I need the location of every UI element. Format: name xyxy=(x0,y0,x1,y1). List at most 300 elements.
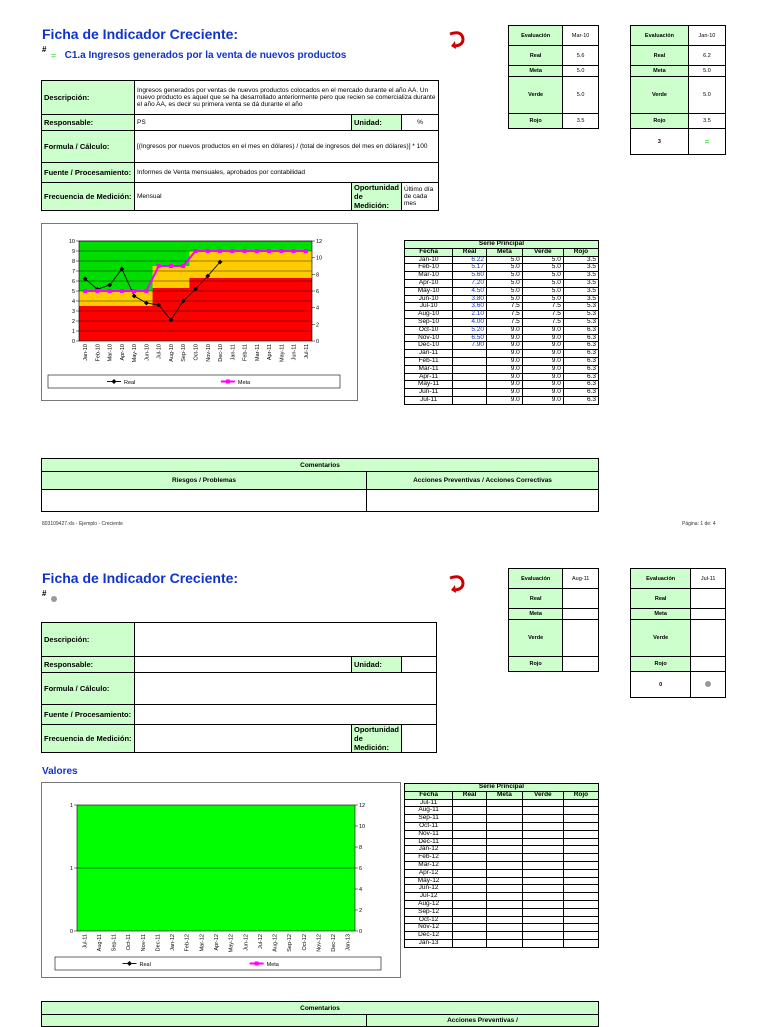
meta-label: Meta xyxy=(509,66,563,77)
serie-cell xyxy=(563,908,598,916)
serie-cell xyxy=(487,908,523,916)
page2-serie-table xyxy=(404,783,599,948)
page2-eval-table-left xyxy=(508,568,599,672)
serie-cell: 6.3 xyxy=(563,334,598,342)
serie-cell xyxy=(563,932,598,940)
serie-cell: 9.0 xyxy=(522,381,563,389)
serie-cell: Sep-12 xyxy=(405,908,453,916)
serie-col-verde: Verde xyxy=(522,791,563,799)
return-arrow-icon[interactable] xyxy=(446,28,468,50)
point-meta xyxy=(108,289,112,293)
serie-cell: 5.0 xyxy=(487,287,523,295)
serie-cell: 9.0 xyxy=(487,357,523,365)
y-tick-label-left: 4 xyxy=(71,299,75,305)
y-tick-label-left: 6 xyxy=(71,279,75,285)
page1-comentarios-table xyxy=(41,458,599,512)
serie-cell xyxy=(453,877,487,885)
serie-cell: Dec-11 xyxy=(405,838,453,846)
serie-cell: 9.0 xyxy=(522,373,563,381)
page1-chart xyxy=(42,224,357,400)
riesgos-header xyxy=(42,1015,367,1027)
serie-cell: 4.50 xyxy=(453,287,487,295)
serie-cell xyxy=(522,885,563,893)
y-tick-label-right: 8 xyxy=(359,845,363,851)
point-meta xyxy=(132,289,136,293)
serie-cell xyxy=(487,838,523,846)
serie-cell: 3.5 xyxy=(563,264,598,272)
verde-label: Verde xyxy=(631,620,691,657)
y-tick-label-right: 0 xyxy=(316,339,320,345)
unidad-label: Unidad: xyxy=(352,115,402,131)
serie-cell: May-10 xyxy=(405,287,453,295)
serie-cell: Feb-12 xyxy=(405,854,453,862)
y-tick-label-left: 5 xyxy=(71,289,75,295)
serie-cell: 6.3 xyxy=(563,381,598,389)
table-row xyxy=(405,287,599,295)
oportunidad-value: Último día de cada mes xyxy=(402,183,439,211)
serie-cell: 7.5 xyxy=(487,311,523,319)
serie-cell: Apr-11 xyxy=(405,373,453,381)
serie-cell xyxy=(563,861,598,869)
point-meta xyxy=(120,289,124,293)
serie-col-meta: Meta xyxy=(487,791,523,799)
serie-cell: Sep-10 xyxy=(405,318,453,326)
serie-cell: Feb-10 xyxy=(405,264,453,272)
eval-label: Evaluación xyxy=(509,26,563,46)
serie-title: Serie Principal xyxy=(405,784,599,792)
serie-cell: Nov-10 xyxy=(405,334,453,342)
descripcion-label: Descripción: xyxy=(42,623,135,657)
serie-cell xyxy=(453,830,487,838)
serie-cell xyxy=(453,357,487,365)
serie-cell: 6.3 xyxy=(563,373,598,381)
rojo-value: 3.5 xyxy=(563,114,599,129)
serie-cell: Oct-12 xyxy=(405,916,453,924)
serie-cell xyxy=(522,869,563,877)
serie-cell xyxy=(453,381,487,389)
rojo-value: 3.5 xyxy=(688,114,725,129)
table-row xyxy=(405,396,599,404)
x-tick-label: May-10 xyxy=(132,344,139,363)
serie-cell xyxy=(563,854,598,862)
serie-cell: Mar-10 xyxy=(405,272,453,280)
meta-value: 5.0 xyxy=(688,66,725,77)
verde-value xyxy=(563,620,599,657)
x-tick-label: May-11 xyxy=(279,344,286,362)
x-tick-label: Oct-10 xyxy=(193,344,200,361)
y-tick-label-right: 8 xyxy=(316,272,320,279)
x-tick-label: Mar-12 xyxy=(199,934,206,952)
serie-cell xyxy=(487,877,523,885)
serie-cell: Nov-11 xyxy=(405,830,453,838)
serie-col-meta: Meta xyxy=(487,248,523,256)
serie-cell: 3.5 xyxy=(563,295,598,303)
x-tick-label: Feb-10 xyxy=(95,344,102,362)
serie-cell xyxy=(453,893,487,901)
serie-cell xyxy=(522,893,563,901)
x-tick-label: Sep-10 xyxy=(181,344,188,362)
point-meta xyxy=(206,249,210,253)
y-tick-label-right: 10 xyxy=(316,255,323,262)
real-value: 5.6 xyxy=(563,46,599,66)
serie-cell xyxy=(522,908,563,916)
serie-cell: 7.5 xyxy=(487,318,523,326)
serie-cell: 7.5 xyxy=(522,318,563,326)
real-value: 6.2 xyxy=(688,46,725,66)
acciones-header: Acciones Preventivas / Acciones Correctivas xyxy=(367,472,599,490)
eval-value: Mar-10 xyxy=(563,26,599,46)
serie-cell: 9.0 xyxy=(487,396,523,404)
serie-cell xyxy=(563,822,598,830)
serie-cell xyxy=(563,807,598,815)
serie-cell xyxy=(453,365,487,373)
page2-chart xyxy=(42,783,400,977)
y-tick-label-left: 2 xyxy=(71,319,75,325)
serie-cell xyxy=(563,900,598,908)
serie-cell: 6.22 xyxy=(453,256,487,264)
hash-symbol: # xyxy=(42,45,47,54)
x-tick-label: May-12 xyxy=(228,934,235,953)
serie-cell: Jul-12 xyxy=(405,893,453,901)
count-status-symbol: = xyxy=(688,129,725,155)
eval-label: Evaluación xyxy=(631,569,691,589)
descripcion-value xyxy=(135,623,437,657)
serie-cell: May-11 xyxy=(405,381,453,389)
indicator-name: C1.a Ingresos generados por la venta de nuevos productos xyxy=(64,50,347,62)
serie-cell xyxy=(453,908,487,916)
legend-label-meta: Meta xyxy=(266,962,279,968)
y-tick-label-right: 6 xyxy=(316,289,320,295)
serie-cell: 9.0 xyxy=(522,357,563,365)
serie-cell: 5.3 xyxy=(563,318,598,326)
x-tick-label: Jul-12 xyxy=(257,934,264,949)
table-row xyxy=(405,326,599,334)
point-meta xyxy=(267,249,271,253)
serie-cell xyxy=(522,900,563,908)
x-tick-label: Aug-12 xyxy=(272,934,279,952)
serie-cell: 9.0 xyxy=(522,326,563,334)
meta-label: Meta xyxy=(631,609,691,620)
serie-cell: Apr-12 xyxy=(405,869,453,877)
real-value xyxy=(563,589,599,609)
point-meta xyxy=(83,289,87,293)
serie-cell xyxy=(522,916,563,924)
serie-cell xyxy=(563,846,598,854)
serie-cell: 9.0 xyxy=(487,381,523,389)
serie-cell xyxy=(563,877,598,885)
frecuencia-value: Mensual xyxy=(135,183,352,211)
serie-cell: Jan-11 xyxy=(405,350,453,358)
verde-label: Verde xyxy=(631,77,689,114)
table-row xyxy=(405,365,599,373)
serie-cell: 5.3 xyxy=(563,311,598,319)
oportunidad-label: Oportunidad de Medición: xyxy=(352,725,402,753)
serie-cell: 5.3 xyxy=(563,303,598,311)
real-label: Real xyxy=(509,46,563,66)
page1-title: Ficha de Indicador Creciente: xyxy=(42,26,239,42)
formula-value: [(Ingresos por nuevos productos en el mes en dólares) / (total de ingresos del mes en dólares)] * 100 xyxy=(135,131,439,163)
serie-cell xyxy=(522,822,563,830)
point-meta xyxy=(95,289,99,293)
serie-cell xyxy=(563,838,598,846)
serie-cell xyxy=(563,939,598,947)
status-dot xyxy=(705,681,711,687)
frecuencia-label: Frecuencia de Medición: xyxy=(42,725,135,753)
serie-cell xyxy=(453,932,487,940)
serie-cell: 9.0 xyxy=(487,326,523,334)
serie-cell: Mar-12 xyxy=(405,861,453,869)
formula-label: Formula / Cálculo: xyxy=(42,673,135,705)
point-meta xyxy=(255,249,259,253)
legend-label-real: Real xyxy=(139,962,151,968)
x-tick-label: Jun-10 xyxy=(144,344,151,361)
page1-serie-table xyxy=(404,240,599,405)
serie-cell xyxy=(522,924,563,932)
serie-cell: 7.5 xyxy=(487,303,523,311)
point-meta xyxy=(169,264,173,268)
x-tick-label: Jan-10 xyxy=(83,344,90,361)
x-tick-label: Sep-11 xyxy=(111,934,118,952)
serie-cell xyxy=(487,822,523,830)
x-tick-label: Oct-11 xyxy=(126,934,133,951)
serie-cell xyxy=(563,815,598,823)
serie-cell: 3.5 xyxy=(563,272,598,280)
serie-cell: 6.3 xyxy=(563,350,598,358)
serie-cell: 6.50 xyxy=(453,334,487,342)
serie-cell: Nov-12 xyxy=(405,924,453,932)
serie-cell xyxy=(453,350,487,358)
serie-cell: Jan-12 xyxy=(405,846,453,854)
point-meta xyxy=(181,264,185,268)
fuente-value: Informes de Venta mensuales, aprobados por contabilidad xyxy=(135,163,439,183)
x-tick-label: Apr-12 xyxy=(214,934,220,951)
rojo-label: Rojo xyxy=(509,657,563,672)
serie-cell: Aug-12 xyxy=(405,900,453,908)
serie-cell: May-12 xyxy=(405,877,453,885)
serie-cell xyxy=(487,916,523,924)
serie-col-verde: Verde xyxy=(522,248,563,256)
serie-cell xyxy=(453,815,487,823)
page1-indicator-line xyxy=(42,45,346,63)
count-value: 3 xyxy=(631,129,689,155)
page2-title: Ficha de Indicador Creciente: xyxy=(42,570,239,586)
y-tick-label-right: 2 xyxy=(359,908,363,914)
oportunidad-label: Oportunidad de Medición: xyxy=(352,183,402,211)
responsable-label: Responsable: xyxy=(42,657,135,673)
acciones-header: Acciones Preventivas / xyxy=(367,1015,599,1027)
point-meta xyxy=(157,264,161,268)
serie-cell: Aug-10 xyxy=(405,311,453,319)
verde-value: 5.0 xyxy=(563,77,599,114)
verde-value xyxy=(691,620,726,657)
serie-cell: 9.0 xyxy=(487,389,523,397)
serie-cell: 5.17 xyxy=(453,264,487,272)
serie-cell xyxy=(453,396,487,404)
serie-cell xyxy=(563,885,598,893)
oportunidad-value xyxy=(402,725,437,753)
legend-box xyxy=(48,375,340,388)
table-row xyxy=(405,830,599,838)
serie-cell xyxy=(522,807,563,815)
x-tick-label: Jan-13 xyxy=(345,934,352,951)
page2-info-table xyxy=(41,622,437,753)
serie-cell: 5.0 xyxy=(522,272,563,280)
page2-comentarios-table xyxy=(41,1001,599,1027)
real-value xyxy=(691,589,726,609)
serie-cell: Apr-10 xyxy=(405,279,453,287)
riesgos-cell[interactable] xyxy=(42,490,367,512)
serie-cell: 9.0 xyxy=(487,373,523,381)
y-tick-label-right: 10 xyxy=(359,824,366,830)
x-tick-label: Apr-11 xyxy=(267,344,274,361)
serie-cell: Feb-11 xyxy=(405,357,453,365)
y-tick-label-right: 4 xyxy=(359,887,363,893)
serie-cell xyxy=(563,893,598,901)
verde-label: Verde xyxy=(509,77,563,114)
y-tick-label-left: 3 xyxy=(71,309,75,315)
serie-cell: Jan-10 xyxy=(405,256,453,264)
serie-cell: Dec-12 xyxy=(405,932,453,940)
serie-cell xyxy=(563,830,598,838)
y-tick-label-left: 1 xyxy=(69,803,73,809)
acciones-cell[interactable] xyxy=(367,490,599,512)
return-arrow-icon[interactable] xyxy=(446,572,468,594)
serie-cell: 6.3 xyxy=(563,365,598,373)
status-symbol: = xyxy=(50,50,57,61)
y-tick-label-left: 9 xyxy=(71,249,75,255)
point-meta xyxy=(218,249,222,253)
serie-cell xyxy=(453,916,487,924)
serie-title: Serie Principal xyxy=(405,241,599,249)
serie-cell: 5.0 xyxy=(522,287,563,295)
serie-cell xyxy=(487,900,523,908)
rojo-label: Rojo xyxy=(631,657,691,672)
serie-col-rojo: Rojo xyxy=(563,248,598,256)
serie-cell xyxy=(487,939,523,947)
serie-cell: 6.3 xyxy=(563,342,598,350)
serie-cell xyxy=(522,854,563,862)
serie-cell: 5.0 xyxy=(487,295,523,303)
meta-value xyxy=(563,609,599,620)
x-tick-label: Dec-12 xyxy=(331,934,338,952)
serie-cell xyxy=(563,916,598,924)
rojo-label: Rojo xyxy=(631,114,689,129)
y-tick-label-left: 1 xyxy=(69,866,73,872)
responsable-value: PS xyxy=(135,115,352,131)
page1-chart-frame xyxy=(41,223,358,401)
serie-cell: 4.00 xyxy=(453,318,487,326)
point-meta xyxy=(230,249,234,253)
serie-cell: 5.0 xyxy=(522,264,563,272)
serie-cell: 7.90 xyxy=(453,342,487,350)
y-tick-label-left: 8 xyxy=(71,259,75,265)
page2-chart-frame xyxy=(41,782,401,978)
y-tick-label-left: 7 xyxy=(71,269,75,275)
x-tick-label: Jun-11 xyxy=(291,344,298,361)
comentarios-title: Comentarios xyxy=(42,1002,599,1015)
page2-eval-table-right xyxy=(630,568,726,698)
serie-cell xyxy=(453,885,487,893)
serie-cell xyxy=(487,924,523,932)
serie-cell xyxy=(563,924,598,932)
point-meta xyxy=(144,289,148,293)
real-label: Real xyxy=(509,589,563,609)
real-label: Real xyxy=(631,589,691,609)
serie-cell xyxy=(487,932,523,940)
x-tick-label: Nov-10 xyxy=(205,344,212,362)
point-meta xyxy=(279,249,283,253)
serie-cell xyxy=(522,939,563,947)
formula-value xyxy=(135,673,437,705)
y-tick-label-left: 10 xyxy=(68,239,75,245)
serie-cell: 9.0 xyxy=(487,334,523,342)
serie-cell: 6.3 xyxy=(563,389,598,397)
eval-value: Aug-11 xyxy=(563,569,599,589)
serie-cell: 5.0 xyxy=(522,279,563,287)
serie-cell xyxy=(453,822,487,830)
x-tick-label: Nov-12 xyxy=(316,934,323,952)
serie-cell xyxy=(487,846,523,854)
frecuencia-label: Frecuencia de Medición: xyxy=(42,183,135,211)
serie-cell: Jun-10 xyxy=(405,295,453,303)
serie-col-fecha: Fecha xyxy=(405,248,453,256)
serie-cell xyxy=(453,389,487,397)
serie-cell: 6.3 xyxy=(563,357,598,365)
serie-cell: 5.0 xyxy=(487,256,523,264)
unidad-value xyxy=(402,657,437,673)
serie-cell: 9.0 xyxy=(522,396,563,404)
count-value: 0 xyxy=(631,672,691,698)
serie-cell: Oct-11 xyxy=(405,822,453,830)
serie-cell xyxy=(563,799,598,807)
serie-cell xyxy=(453,838,487,846)
serie-cell: Jul-11 xyxy=(405,799,453,807)
x-tick-label: Oct-12 xyxy=(301,934,308,951)
serie-cell: 6.3 xyxy=(563,396,598,404)
serie-cell xyxy=(453,373,487,381)
serie-cell: 9.0 xyxy=(522,342,563,350)
verde-label: Verde xyxy=(509,620,563,657)
meta-label: Meta xyxy=(631,66,689,77)
serie-cell: 9.0 xyxy=(522,350,563,358)
x-tick-label: Feb-12 xyxy=(184,934,191,952)
serie-cell xyxy=(522,799,563,807)
meta-value xyxy=(691,609,726,620)
serie-cell: 3.5 xyxy=(563,287,598,295)
eval-value: Jan-10 xyxy=(688,26,725,46)
serie-cell xyxy=(453,939,487,947)
serie-cell xyxy=(522,838,563,846)
descripcion-label: Descripción: xyxy=(42,81,135,115)
page1-info-table xyxy=(41,80,439,211)
riesgos-header: Riesgos / Problemas xyxy=(42,472,367,490)
point-meta xyxy=(243,249,247,253)
legend-marker-meta xyxy=(226,380,230,384)
serie-cell: Jun-12 xyxy=(405,885,453,893)
y-tick-label-right: 0 xyxy=(359,929,363,935)
x-tick-label: Apr-10 xyxy=(119,344,126,361)
responsable-label: Responsable: xyxy=(42,115,135,131)
serie-cell: 7.20 xyxy=(453,279,487,287)
serie-cell xyxy=(487,830,523,838)
serie-cell: 5.0 xyxy=(487,264,523,272)
responsable-value xyxy=(135,657,352,673)
serie-cell: 9.0 xyxy=(522,389,563,397)
page2-indicator-line xyxy=(42,589,57,607)
x-tick-label: Aug-10 xyxy=(168,344,175,362)
serie-cell: 7.5 xyxy=(522,311,563,319)
meta-value: 5.0 xyxy=(563,66,599,77)
